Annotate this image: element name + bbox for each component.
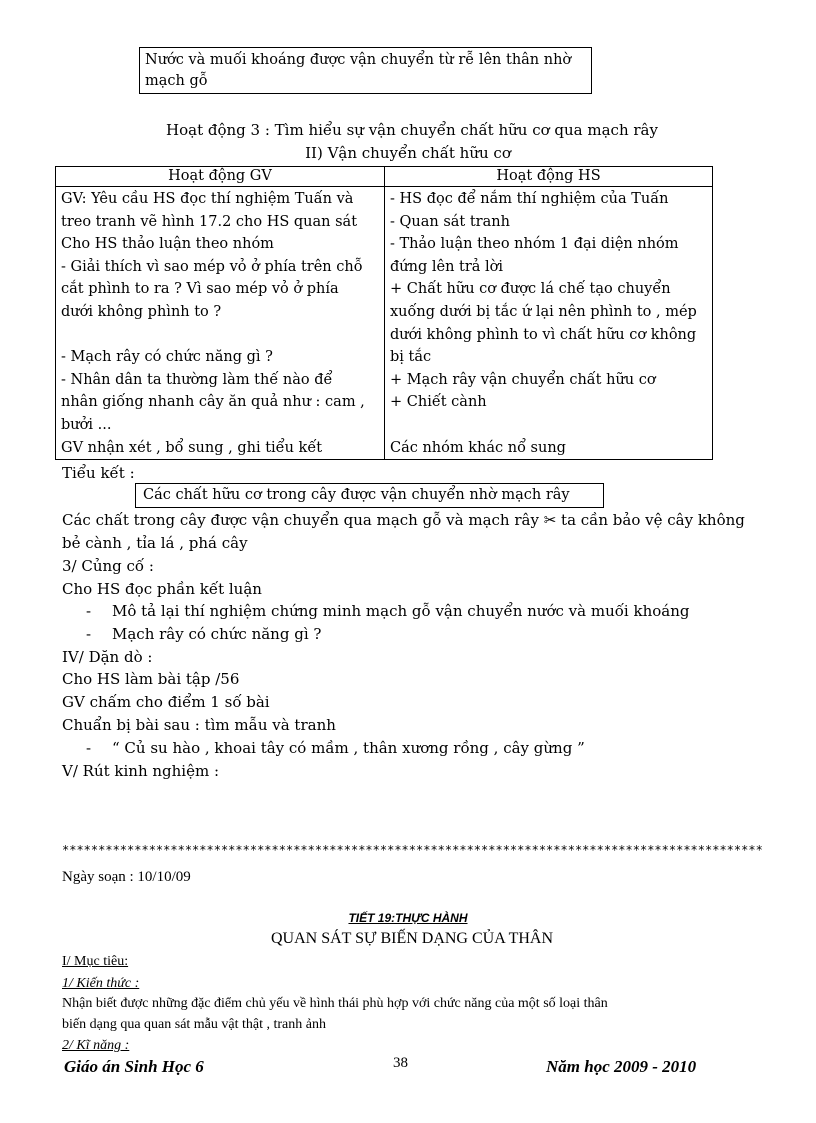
homework-line: Chuẩn bị bài sau : tìm mẫu và tranh (62, 716, 336, 734)
box-top-line1: Nước và muối khoáng được vận chuyển từ rễ lên thân nhờ (145, 52, 572, 68)
gv-line: Cho HS thảo luận theo nhóm (61, 236, 274, 253)
footer-left: Giáo án Sinh Học 6 (64, 1057, 204, 1076)
gv-line: cắt phình to ra ? Vì sao mép vỏ ở phía (61, 281, 339, 298)
experience-label: V/ Rút kinh nghiệm : (62, 762, 220, 780)
gv-line: GV: Yêu cầu HS đọc thí nghiệm Tuấn và (61, 191, 354, 207)
hs-line: + Chiết cành (390, 394, 487, 411)
bullet-dash: - (86, 602, 92, 620)
period-heading: TIẾT 19:THỰC HÀNH (348, 911, 468, 925)
summary-label: Tiểu kết : (62, 464, 135, 482)
gv-blank (61, 324, 380, 347)
header-gv: Hoạt động GV (56, 167, 385, 187)
gv-line: treo tranh vẽ hình 17.2 cho HS quan sát (61, 213, 358, 230)
activity3-subtitle: II) Vận chuyển chất hữu cơ (305, 144, 511, 162)
homework-label: IV/ Dặn dò : (62, 648, 153, 666)
gv-line: - Mạch rây có chức năng gì ? (61, 349, 273, 366)
footer-right: Năm học 2009 - 2010 (546, 1057, 697, 1076)
activity-table (55, 166, 713, 460)
summary-box: Các chất hữu cơ trong cây được vận chuyển nhờ mạch rây (135, 483, 604, 508)
consolidation-bullet-1: Mô tả lại thí nghiệm chứng minh mạch gỗ vận chuyển nước và muối khoáng (112, 602, 690, 620)
bullet-dash: - (86, 739, 92, 757)
page-number: 38 (393, 1055, 408, 1071)
hs-line: Các nhóm khác nổ sung (390, 439, 566, 456)
activity3-title: Hoạt động 3 : Tìm hiểu sự vận chuyển chất hữu cơ qua mạch rây (166, 121, 658, 139)
gv-line: bưởi ... (61, 416, 112, 433)
summary-para-line2: bẻ cành , tỉa lá , phá cây (62, 534, 248, 552)
lesson-title: QUAN SÁT SỰ BIẾN DẠNG CỦA THÂN (270, 930, 554, 947)
homework-line: Cho HS làm bài tập /56 (62, 670, 240, 688)
hs-line: - Thảo luận theo nhóm 1 đại diện nhóm (390, 236, 679, 253)
gv-column (56, 187, 385, 460)
hs-line: + Mạch rây vận chuyển chất hữu cơ (390, 371, 656, 388)
hs-line: bị tắc (390, 349, 432, 366)
consolidation-bullet-2: Mạch rây có chức năng gì ? (112, 625, 322, 643)
box-top-line2: mạch gỗ (145, 73, 208, 89)
hs-line: xuống dưới bị tắc ứ lại nên phình to , mép (390, 303, 697, 320)
knowledge-line1: Nhận biết được những đặc điểm chủ yếu về hình thái phù hợp với chức năng của một số loại thân (62, 996, 608, 1011)
hs-line: + Chất hữu cơ được lá chế tạo chuyển (390, 281, 671, 298)
gv-line: - Nhân dân ta thường làm thế nào để (61, 371, 333, 388)
header-hs: Hoạt động HS (385, 167, 713, 187)
hs-blank (390, 414, 708, 437)
hs-line: đứng lên trả lời (390, 258, 504, 275)
bullet-dash: - (86, 625, 92, 643)
hs-line: - Quan sát tranh (390, 213, 510, 230)
gv-line: - Giải thích vì sao mép vỏ ở phía trên chỗ (61, 258, 363, 275)
homework-line: GV chấm cho điểm 1 số bài (62, 693, 270, 711)
prep-date: Ngày soạn : 10/10/09 (62, 869, 191, 885)
hs-line: - HS đọc để nắm thí nghiệm của Tuấn (390, 191, 669, 207)
gv-line: GV nhận xét , bổ sung , ghi tiểu kết (61, 439, 323, 456)
consolidation-line: Cho HS đọc phần kết luận (62, 580, 262, 598)
knowledge-label: 1/ Kiến thức : (62, 976, 140, 991)
hs-line: dưới không phình to vì chất hữu cơ không (390, 326, 697, 343)
separator-stars: ************************************************************************************************* (62, 843, 763, 857)
knowledge-line2: biến dạng qua quan sát mẫu vật thật , tranh ảnh (62, 1017, 326, 1032)
summary-para-line1: Các chất trong cây được vận chuyển qua mạch gỗ và mạch rây ✂ ta cần bảo vệ cây không (62, 511, 745, 529)
gv-line: nhân giống nhanh cây ăn quả như : cam , (61, 394, 365, 411)
consolidation-label: 3/ Củng cố : (62, 557, 154, 575)
objectives-label: I/ Mục tiêu: (62, 954, 129, 969)
homework-bullet: “ Củ su hào , khoai tây có mầm , thân xương rồng , cây gừng ” (112, 739, 585, 757)
skills-label: 2/ Kĩ năng : (62, 1038, 130, 1053)
gv-line: dưới không phình to ? (61, 303, 222, 320)
hs-column (385, 187, 713, 460)
conclusion-box-top (139, 47, 592, 94)
